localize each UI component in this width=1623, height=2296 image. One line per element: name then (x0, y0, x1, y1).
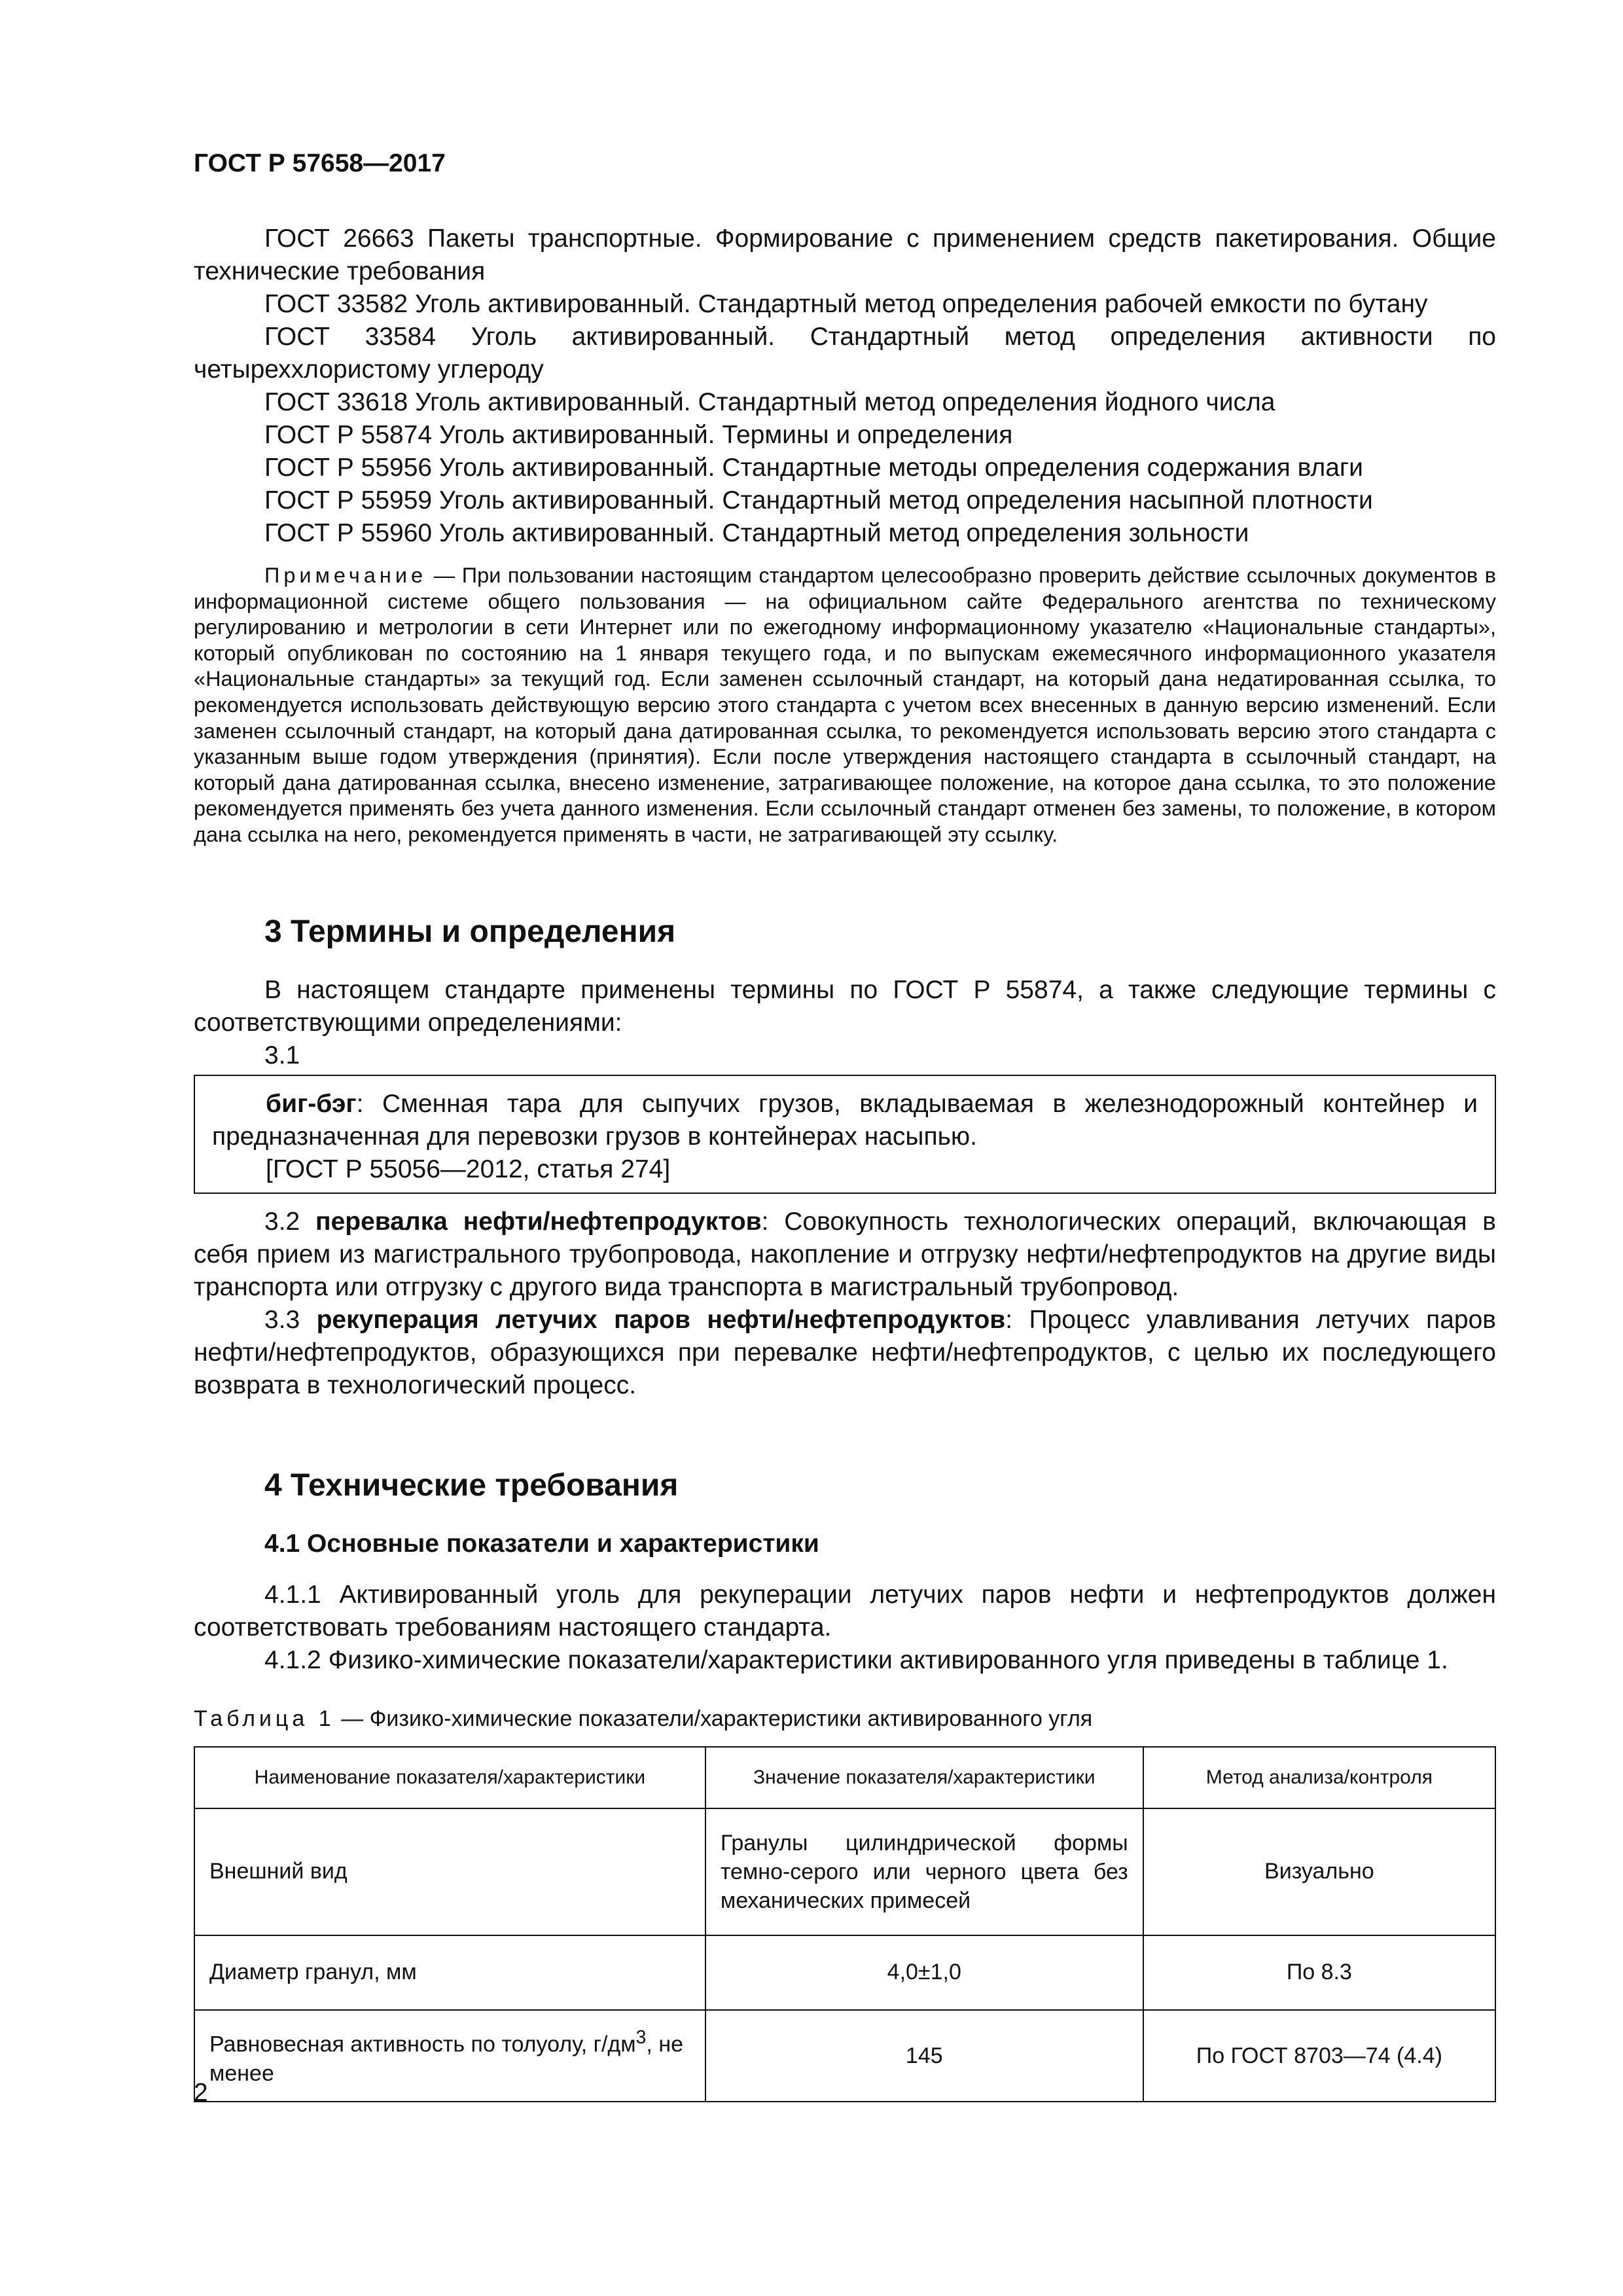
table-cell: По ГОСТ 8703—74 (4.4) (1143, 2010, 1495, 2102)
table-cell-tail: , не менее (209, 2032, 683, 2086)
term-3-1-number: 3.1 (264, 1041, 300, 1069)
table-header-cell: Метод анализа/контроля (1143, 1747, 1495, 1808)
reference-item: ГОСТ Р 55959 Уголь активированный. Стандартный метод определения насыпной плотности (264, 486, 1373, 514)
table-cell: Гранулы цилиндрической формы темно-серого или черного цвета без механических примесей (705, 1808, 1143, 1935)
table-cell (194, 2010, 705, 2102)
table-caption (194, 1704, 1496, 1733)
table-row (194, 1808, 1495, 1935)
table-caption-text: — Физико-химические показатели/характеристики активированного угля (334, 1706, 1093, 1731)
section-3-title: 3 Термины и определения (264, 914, 676, 949)
properties-table (194, 1746, 1496, 2102)
term-3-2-term: перевалка нефти/нефтепродуктов (315, 1207, 762, 1236)
table-cell-superscript: 3 (635, 2027, 647, 2049)
note-paragraph (194, 563, 1496, 848)
reference-item: ГОСТ Р 55960 Уголь активированный. Стандартный метод определения зольности (264, 519, 1249, 547)
reference-item: ГОСТ 33582 Уголь активированный. Стандартный метод определения рабочей емкости по бутану (264, 290, 1428, 318)
note-label: Примечание (264, 564, 427, 587)
term-3-2-number: 3.2 (264, 1207, 316, 1236)
term-3-1-source: [ГОСТ Р 55056—2012, статья 274] (266, 1155, 671, 1183)
subsection-4-1-title: 4.1 Основные показатели и характеристики (264, 1529, 819, 1558)
reference-item: ГОСТ Р 55956 Уголь активированный. Стандартные методы определения содержания влаги (264, 454, 1363, 482)
table-row (194, 1935, 1495, 2010)
normative-references (194, 223, 1496, 550)
term-3-2 (194, 1206, 1496, 1304)
reference-item: ГОСТ 33584 Уголь активированный. Стандартный метод определения активности по четыреххлористому углероду (194, 323, 1496, 384)
section-3-intro: В настоящем стандарте применены термины по ГОСТ Р 55874, а также следующие термины с соответствующими определениями: (194, 975, 1496, 1037)
page-number: 2 (194, 2079, 208, 2107)
reference-item: ГОСТ 26663 Пакеты транспортные. Формирование с применением средств пакетирования. Общие технические требования (194, 224, 1496, 285)
paragraph-4-1-1: 4.1.1 Активированный уголь для рекуперации летучих паров нефти и нефтепродуктов должен соответствовать требованиям настоящего стандарта. (194, 1580, 1496, 1641)
section-4-title: 4 Технические требования (264, 1467, 679, 1503)
reference-item: ГОСТ 33618 Уголь активированный. Стандартный метод определения йодного числа (264, 388, 1275, 416)
term-3-1-text: : Сменная тара для сыпучих грузов, вкладываемая в железнодорожный контейнер и предназначенная для перевозки грузов в контейнерах насыпью. (212, 1089, 1478, 1151)
table-header-cell: Наименование показателя/характеристики (194, 1747, 705, 1808)
term-3-2-text: : Совокупность технологических операций, включающая в себя прием из магистрального трубопровода, накопление и отгрузку нефти/нефтепродуктов на другие виды транспорта или отгрузку с другого вида транспорта в магистральный трубопровод. (194, 1207, 1496, 1301)
reference-item: ГОСТ Р 55874 Уголь активированный. Термины и определения (264, 421, 1013, 449)
page-header: ГОСТ Р 57658—2017 (194, 149, 446, 177)
term-3-3 (194, 1304, 1496, 1402)
table-cell-text: Равновесная активность по толуолу, г/дм (209, 2032, 636, 2057)
term-3-1-box (194, 1075, 1496, 1194)
table-caption-label: Таблица 1 (194, 1706, 335, 1731)
paragraph-4-1-2: 4.1.2 Физико-химические показатели/характеристики активированного угля приведены в таблице 1. (264, 1645, 1448, 1674)
term-3-3-term: рекуперация летучих паров нефти/нефтепродуктов (316, 1305, 1006, 1334)
table-cell: Внешний вид (194, 1808, 705, 1935)
term-3-3-number: 3.3 (264, 1305, 317, 1334)
note-text: — При пользовании настоящим стандартом целесообразно проверить действие ссылочных документов в информационной системе общего пользования — на официальном сайте Федерального агентства по техническому регулированию и метрологии в сети Интернет или по ежегодному информационному указателю «Национальные стандарты», который опубликован по состоянию на 1 января текущего года, и по выпускам ежемесячного информационного указателя «Национальные стандарты» за текущий год. Если заменен ссылочный стандарт, на который дана недатированная ссылка, то рекомендуется использовать действующую версию этого стандарта с учетом всех внесенных в данную версию изменений. Если заменен ссылочный стандарт, на который дана датированная ссылка, то рекомендуется использовать версию этого стандарта с указанным выше годом утверждения (принятия). Если после утверждения настоящего стандарта в ссылочный стандарт, на который дана датированная ссылка, внесено изменение, затрагивающее положение, на которое дана ссылка, то это положение рекомендуется применять без учета данного изменения. Если ссылочный стандарт отменен без замены, то положение, в котором дана ссылка на него, рекомендуется применять в части, не затрагивающей эту ссылку. (194, 564, 1496, 846)
table-cell: Диаметр гранул, мм (194, 1935, 705, 2010)
term-3-1-term: биг-бэг (266, 1089, 357, 1118)
term-3-3-text: : Процесс улавливания летучих паров нефти/нефтепродуктов, образующихся при перевалке нефти/нефтепродуктов, с целью их последующего возврата в технологический процесс. (194, 1305, 1496, 1399)
page-content (194, 223, 1496, 2102)
term-3-1-definition (212, 1088, 1478, 1153)
table-cell: 145 (705, 2010, 1143, 2102)
table-cell: По 8.3 (1143, 1935, 1495, 2010)
table-header-cell: Значение показателя/характеристики (705, 1747, 1143, 1808)
table-cell: 4,0±1,0 (705, 1935, 1143, 2010)
table-cell: Визуально (1143, 1808, 1495, 1935)
table-header-row (194, 1747, 1495, 1808)
table-row (194, 2010, 1495, 2102)
